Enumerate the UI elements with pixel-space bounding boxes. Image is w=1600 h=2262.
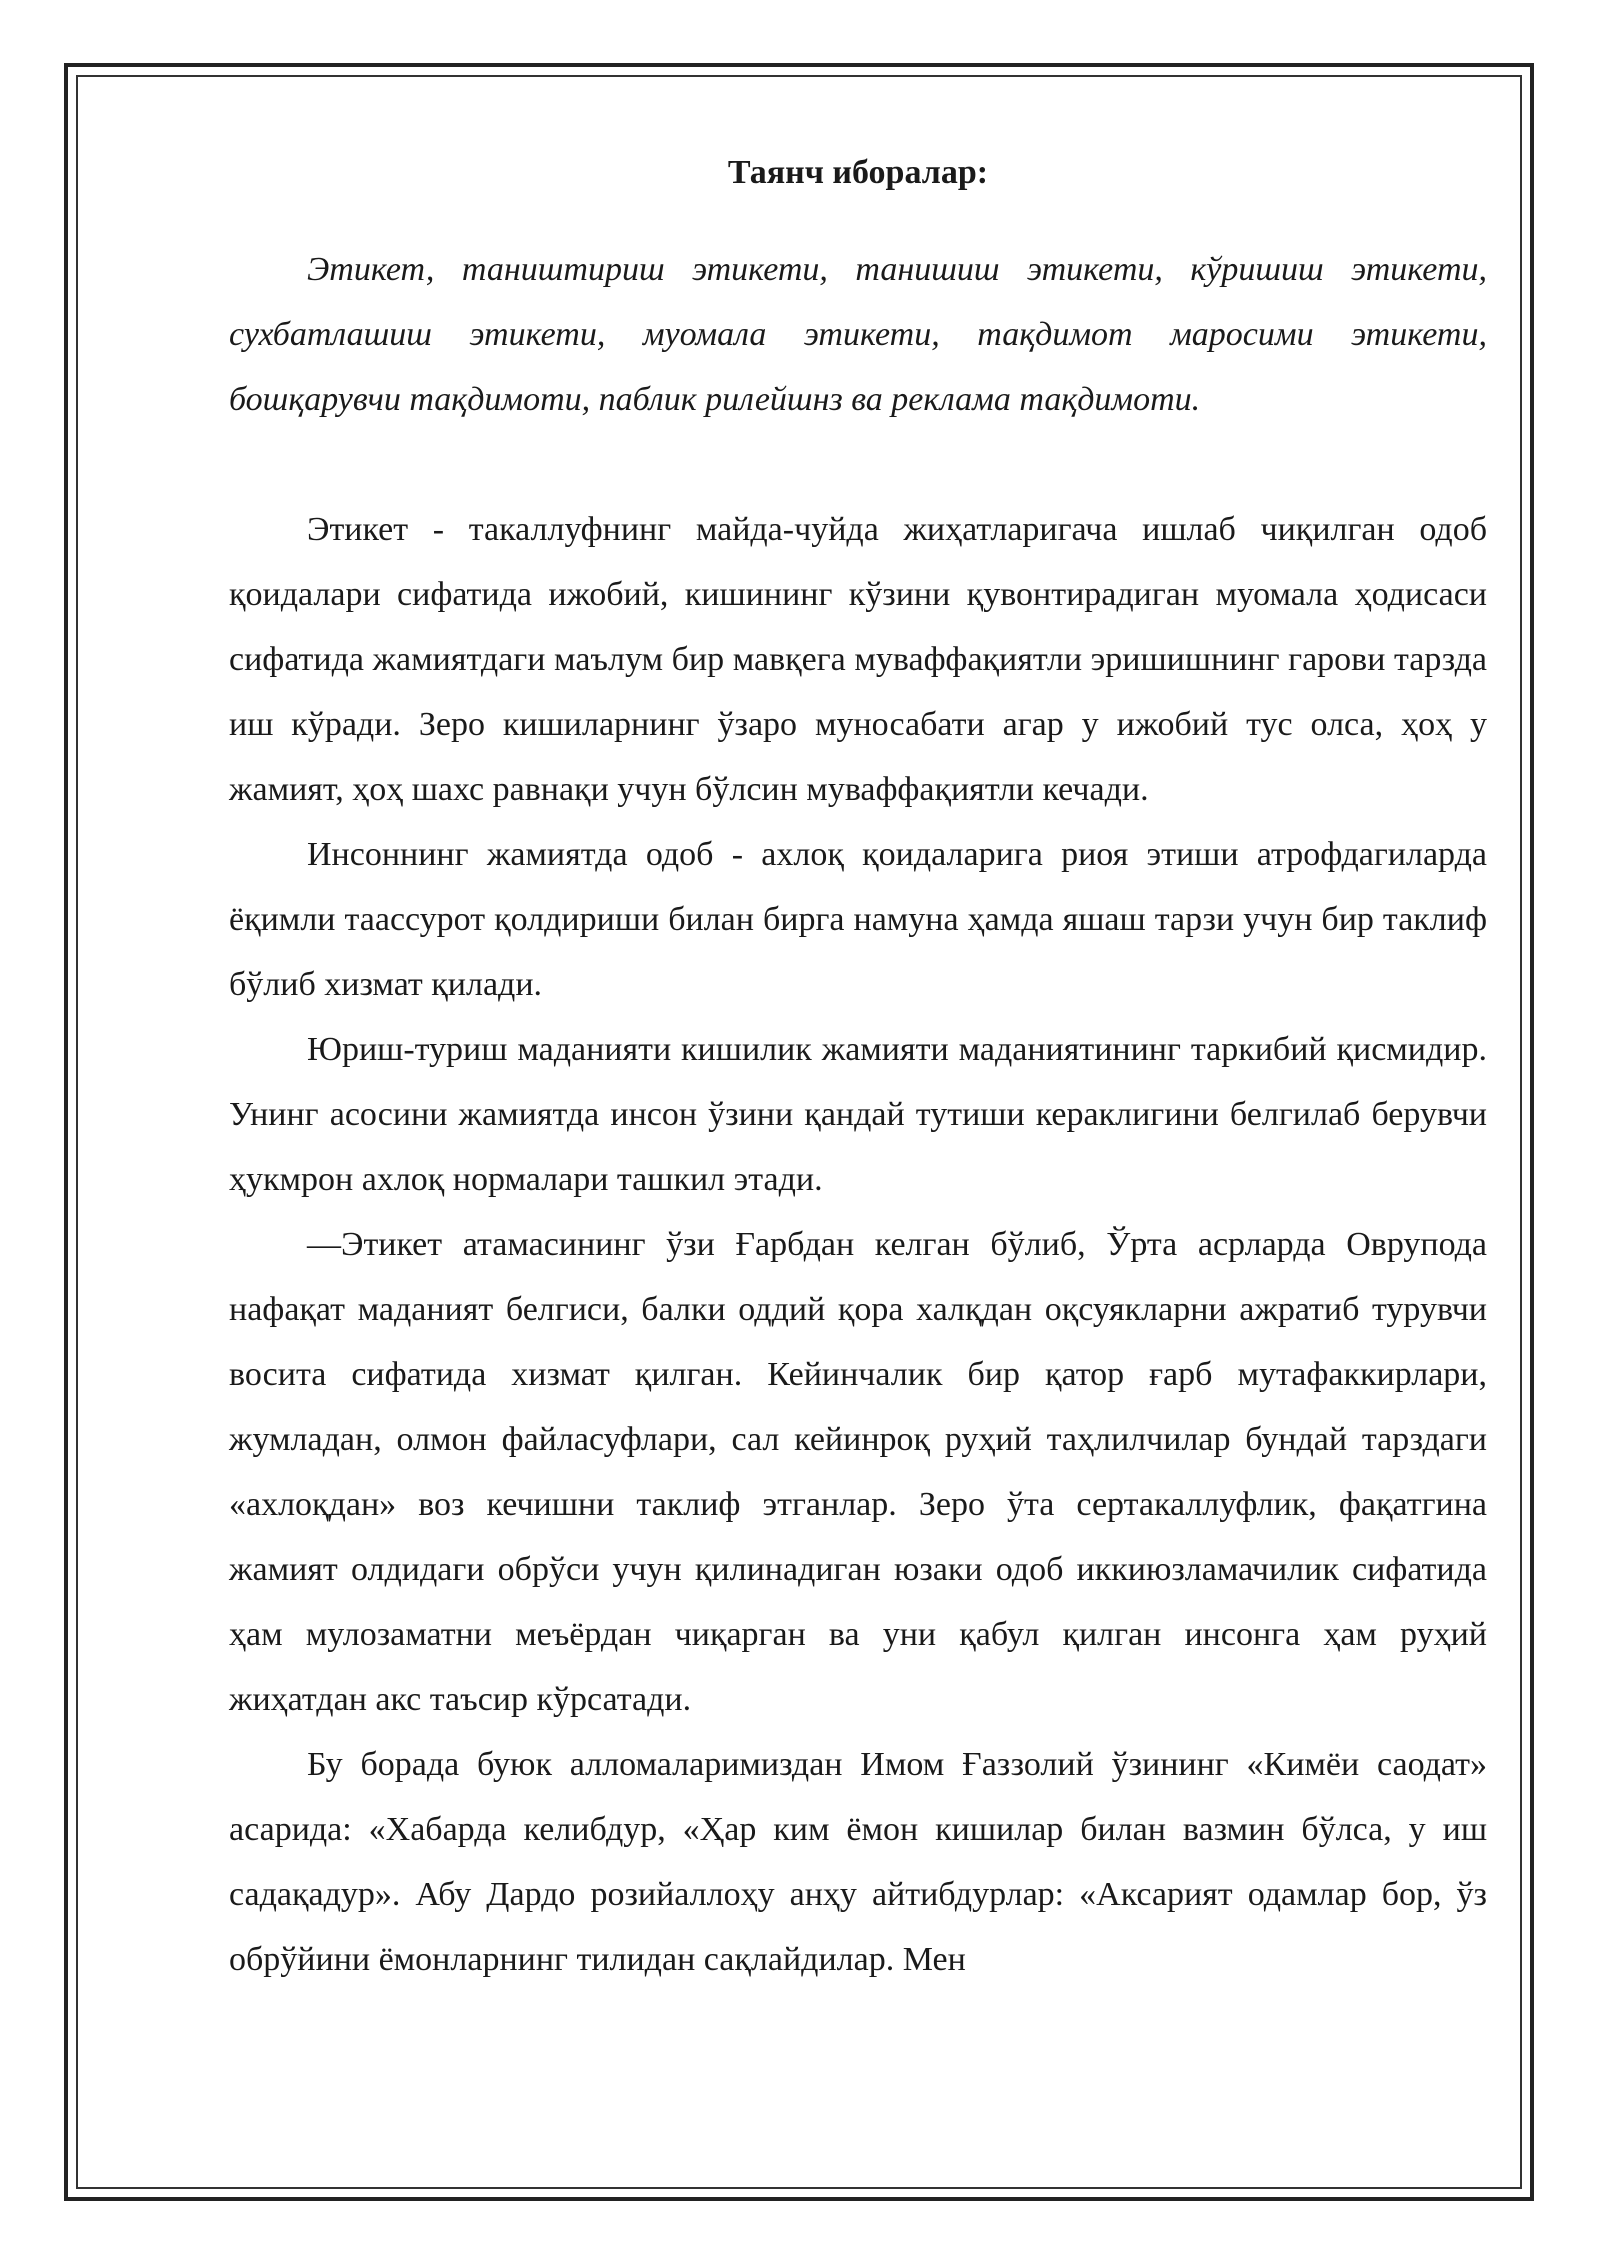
body-paragraph: ―Этикет атамасининг ўзи Ғарбдан келган бўлиб, Ўрта асрларда Оврупода нафақат маданият белгиси, балки оддий қора халқдан оқсуякларни ажратиб турувчи восита сифатида хизмат қилган. Кейинчалик бир қатор ғарб мутафаккирлари, жумладан, олмон файласуфлари, сал кейинроқ руҳий таҳлилчилар бундай тарздаги «ахлоқдан» воз кечишни таклиф этганлар. Зеро ўта сертакаллуфлик, фақатгина жамият олдидаги обрўси учун қилинадиган юзаки одоб иккиюзламачилик сифатида ҳам мулозаматни меъёрдан чиқарган ва уни қабул қилган инсонга ҳам руҳий жиҳатдан акс таъсир кўрсатади. <box>229 1226 1487 1718</box>
body-paragraph: Юриш-туриш маданияти кишилик жамияти маданиятининг таркибий қисмидир. Унинг асосини жамиятда инсон ўзини қандай тутиши кераклигини белгилаб берувчи ҳукмрон ахлоқ нормалари ташкил этади. <box>229 1031 1487 1198</box>
section-heading: Таянч иборалар: <box>727 154 989 191</box>
keywords-paragraph: Этикет, таништириш этикети, танишиш этикети, кўришиш этикети, сухбатлашиш этикети, муомала этикети, тақдимот маросими этикети, бошқарувчи тақдимоти, паблик рилейшнз ва реклама тақдимоти. <box>229 251 1487 418</box>
body-paragraph: Инсоннинг жамиятда одоб - ахлоқ қоидаларига риоя этиши атрофдагиларда ёқимли таассурот қолдириши билан бирга намуна ҳамда яшаш тарзи учун бир таклиф бўлиб хизмат қилади. <box>229 836 1487 1003</box>
document-body <box>229 140 1487 1992</box>
body-paragraph: Бу борада буюк алломаларимиздан Имом Ғаззолий ўзининг «Кимёи саодат» асарида: «Хабарда келибдур, «Ҳар ким ёмон кишилар билан вазмин бўлса, у иш садақадур». Абу Дардо розийаллоҳу анҳу айтибдурлар: «Аксарият одамлар бор, ўз обрўйини ёмонларнинг тилидан сақлайдилар. Мен <box>229 1746 1487 1978</box>
body-paragraph: Этикет - такаллуфнинг майда-чуйда жиҳатларигача ишлаб чиқилган одоб қоидалари сифатида ижобий, кишининг кўзини қувонтирадиган муомала ҳодисаси сифатида жамиятдаги маълум бир мавқега муваффақиятли эришишнинг гарови тарзда иш кўради. Зеро кишиларнинг ўзаро муносабати агар у ижобий тус олса, ҳоҳ у жамият, ҳоҳ шахс равнақи учун бўлсин муваффақиятли кечади. <box>229 511 1487 808</box>
